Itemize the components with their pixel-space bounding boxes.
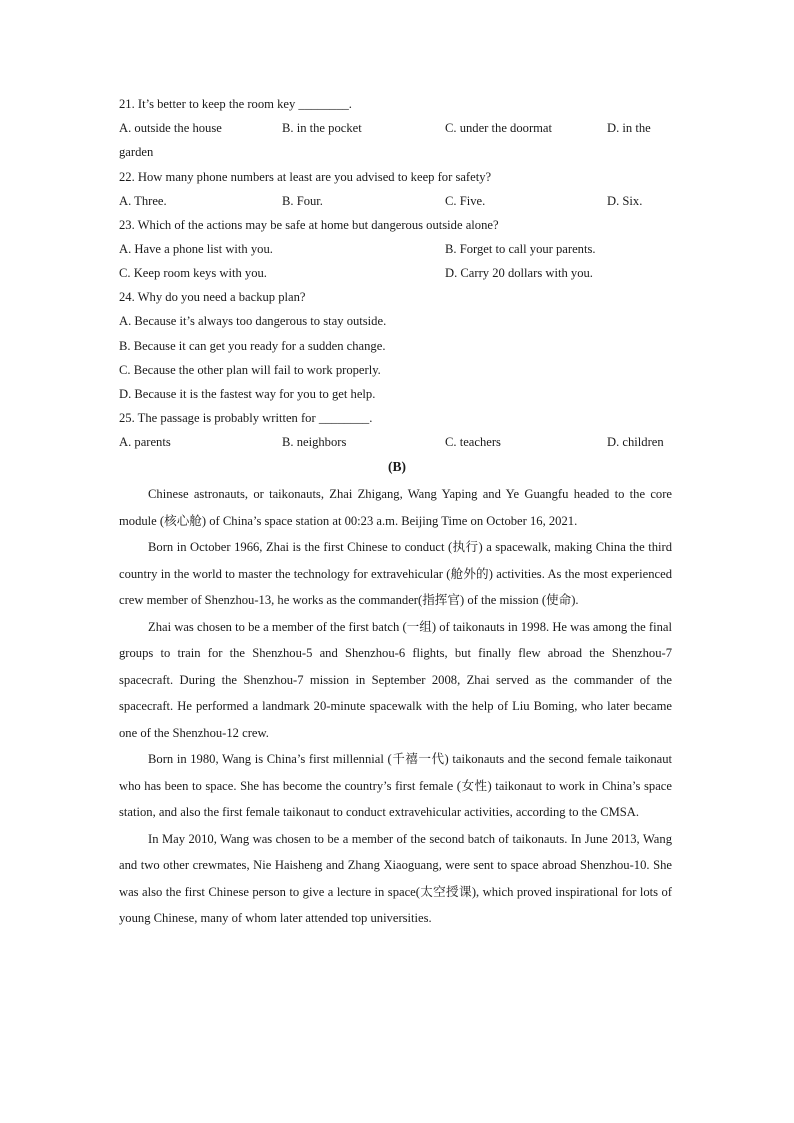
question-25-option-d: D. children xyxy=(607,435,664,449)
question-21-option-d: D. in the xyxy=(607,121,651,135)
question-24-option-a: A. Because it’s always too dangerous to stay outside. xyxy=(119,314,387,328)
question-25-option-a: A. parents xyxy=(119,435,171,449)
question-21-option-c: C. under the doormat xyxy=(445,121,553,135)
question-24-option-c: C. Because the other plan will fail to work properly. xyxy=(119,363,381,377)
question-24-stem: 24. Why do you need a backup plan? xyxy=(119,290,306,304)
question-23-stem: 23. Which of the actions may be safe at home but dangerous outside alone? xyxy=(119,218,499,232)
section-title: (B) xyxy=(388,459,406,474)
question-21-option-d-continued: garden xyxy=(119,145,154,159)
question-25-option-b: B. neighbors xyxy=(282,435,347,449)
question-23-option-c: C. Keep room keys with you. xyxy=(119,266,267,280)
paragraph: Born in October 1966, Zhai is the first Chinese to conduct (执行) a spacewalk, making China the third country in the world to master the technology for extravehicular (舱外的) activities. As the most experienced crew member of Shenzhou-13, he works as the commander(指挥官) of the mission (使命). xyxy=(119,540,672,607)
question-21-option-b: B. in the pocket xyxy=(282,121,362,135)
question-25-stem: 25. The passage is probably written for ________. xyxy=(119,411,373,425)
reading-passage xyxy=(119,481,672,932)
question-22-option-d: D. Six. xyxy=(607,194,643,208)
paragraph: Born in 1980, Wang is China’s first millennial (千禧一代) taikonauts and the second female taikonaut who has been to space. She has become the country’s first female (女性) taikonaut to work in China’s space station, and also the first female taikonaut to conduct extravehicular activities, according to the CMSA. xyxy=(119,752,672,819)
paragraph: Zhai was chosen to be a member of the first batch (一组) of taikonauts in 1998. He was among the final groups to train for the Shenzhou-5 and Shenzhou-6 flights, but finally flew abroad the Shenzhou-7 spacecraft. During the Shenzhou-7 mission in September 2008, Zhai served as the commander of the spacecraft. He performed a landmark 20-minute spacewalk with the help of Liu Boming, who later became one of the Shenzhou-12 crew. xyxy=(119,619,672,740)
question-22-option-a: A. Three. xyxy=(119,194,167,208)
question-24-option-b: B. Because it can get you ready for a sudden change. xyxy=(119,339,386,353)
paragraph: Chinese astronauts, or taikonauts, Zhai Zhigang, Wang Yaping and Ye Guangfu headed to the core module (核心舱) of China’s space station at 00:23 a.m. Beijing Time on October 16, 2021. xyxy=(119,487,672,528)
question-25-option-c: C. teachers xyxy=(445,435,501,449)
question-22-option-c: C. Five. xyxy=(445,194,486,208)
question-21-stem: 21. It’s better to keep the room key ________. xyxy=(119,97,352,111)
question-23-option-a: A. Have a phone list with you. xyxy=(119,242,273,256)
paragraph: In May 2010, Wang was chosen to be a member of the second batch of taikonauts. In June 2013, Wang and two other crewmates, Nie Haisheng and Zhang Xiaoguang, were sent to space abroad Shenzhou-10. She was also the first Chinese person to give a lecture in space(太空授课), which proved inspirational for lots of young Chinese, many of whom later attended top universities. xyxy=(119,831,672,925)
question-23-option-d: D. Carry 20 dollars with you. xyxy=(445,266,593,280)
question-24-option-d: D. Because it is the fastest way for you to get help. xyxy=(119,387,376,401)
question-22-stem: 22. How many phone numbers at least are you advised to keep for safety? xyxy=(119,170,492,184)
question-21-option-a: A. outside the house xyxy=(119,121,222,135)
question-22-option-b: B. Four. xyxy=(282,194,323,208)
question-23-option-b: B. Forget to call your parents. xyxy=(445,242,596,256)
